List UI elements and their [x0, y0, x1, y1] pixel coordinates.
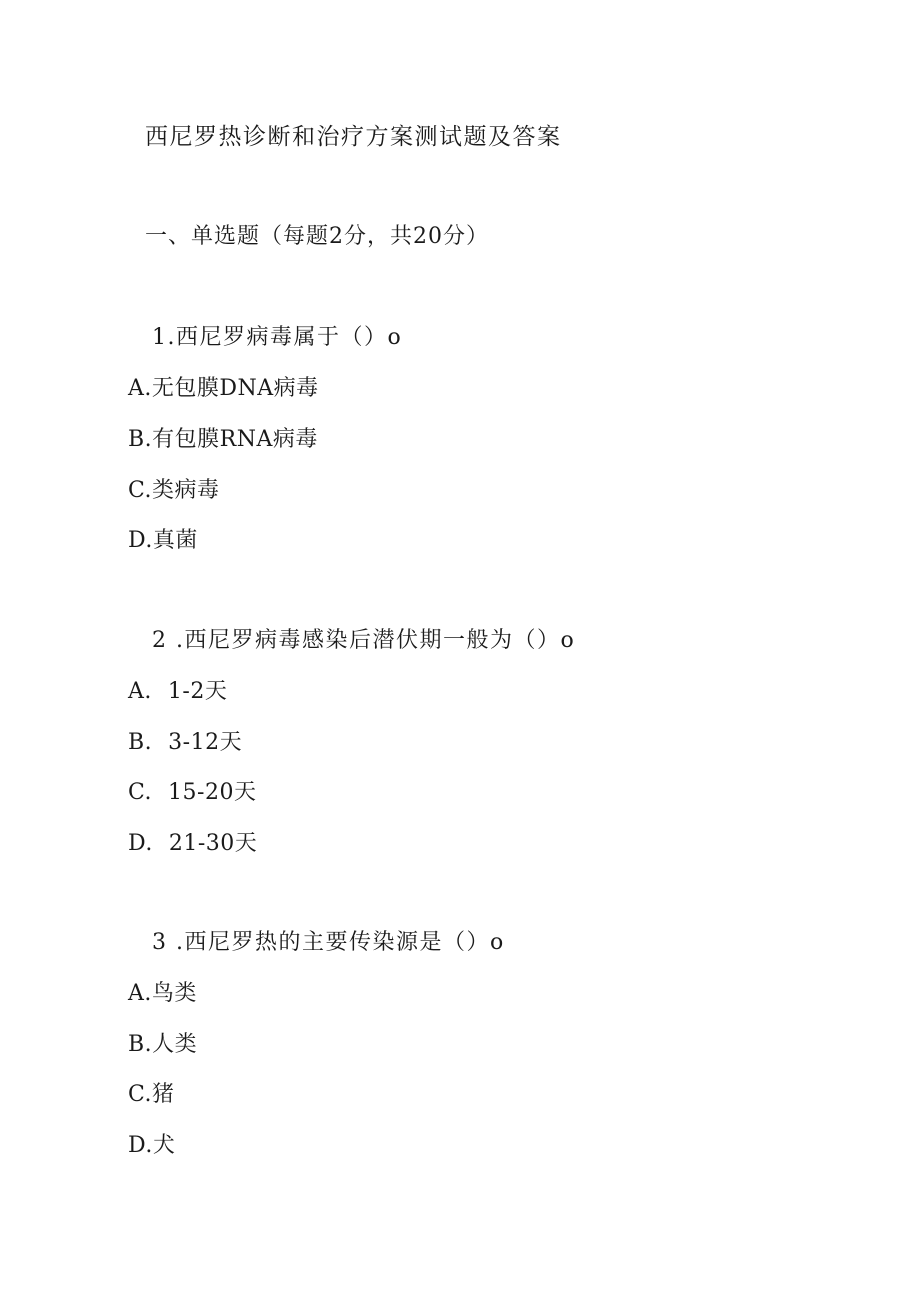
option-key: A. [128, 981, 152, 1006]
option-text: 无包膜DNA病毒 [151, 376, 319, 401]
option-a [128, 674, 227, 705]
option-key: A. [128, 679, 152, 704]
question-stem: 3 .西尼罗热的主要传染源是（）o [152, 930, 505, 955]
option-key: D. [128, 831, 153, 856]
option-text: 人类 [152, 1032, 198, 1057]
option-b [128, 1027, 197, 1058]
option-text: 15-20天 [168, 780, 257, 805]
option-text: 3-12天 [168, 730, 243, 755]
option-text: 真菌 [152, 528, 198, 553]
option-c [128, 775, 256, 806]
option-key: C. [128, 478, 153, 503]
option-c [128, 1077, 175, 1108]
option-key: B. [128, 427, 153, 452]
option-key: C. [128, 780, 153, 805]
option-a [128, 976, 197, 1007]
option-text: 犬 [152, 1133, 176, 1158]
document-title: 西尼罗热诊断和治疗方案测试题及答案 [145, 124, 562, 150]
option-key: B. [128, 1032, 153, 1057]
option-text: 类病毒 [152, 478, 220, 503]
option-b [128, 422, 318, 453]
option-key: D. [128, 1133, 153, 1158]
option-b [128, 725, 242, 756]
question-stem: 1.西尼罗病毒属于（）o [152, 325, 403, 350]
option-a [128, 371, 319, 402]
option-c [128, 473, 220, 504]
option-d [128, 826, 257, 857]
option-key: C. [128, 1082, 153, 1107]
option-text: 猪 [152, 1082, 175, 1107]
option-text: 鸟类 [151, 981, 197, 1006]
option-key: D. [128, 528, 153, 553]
option-d [128, 1128, 175, 1159]
option-d [128, 523, 198, 554]
section-heading: 一、单选题（每题2分，共20分） [145, 224, 489, 249]
option-text: 21-30天 [168, 831, 258, 856]
option-key: A. [128, 376, 152, 401]
option-key: B. [128, 730, 153, 755]
option-text: 1-2天 [167, 679, 228, 704]
option-text: 有包膜RNA病毒 [152, 427, 318, 452]
question-stem: 2 .西尼罗病毒感染后潜伏期一般为（）o [152, 628, 576, 653]
